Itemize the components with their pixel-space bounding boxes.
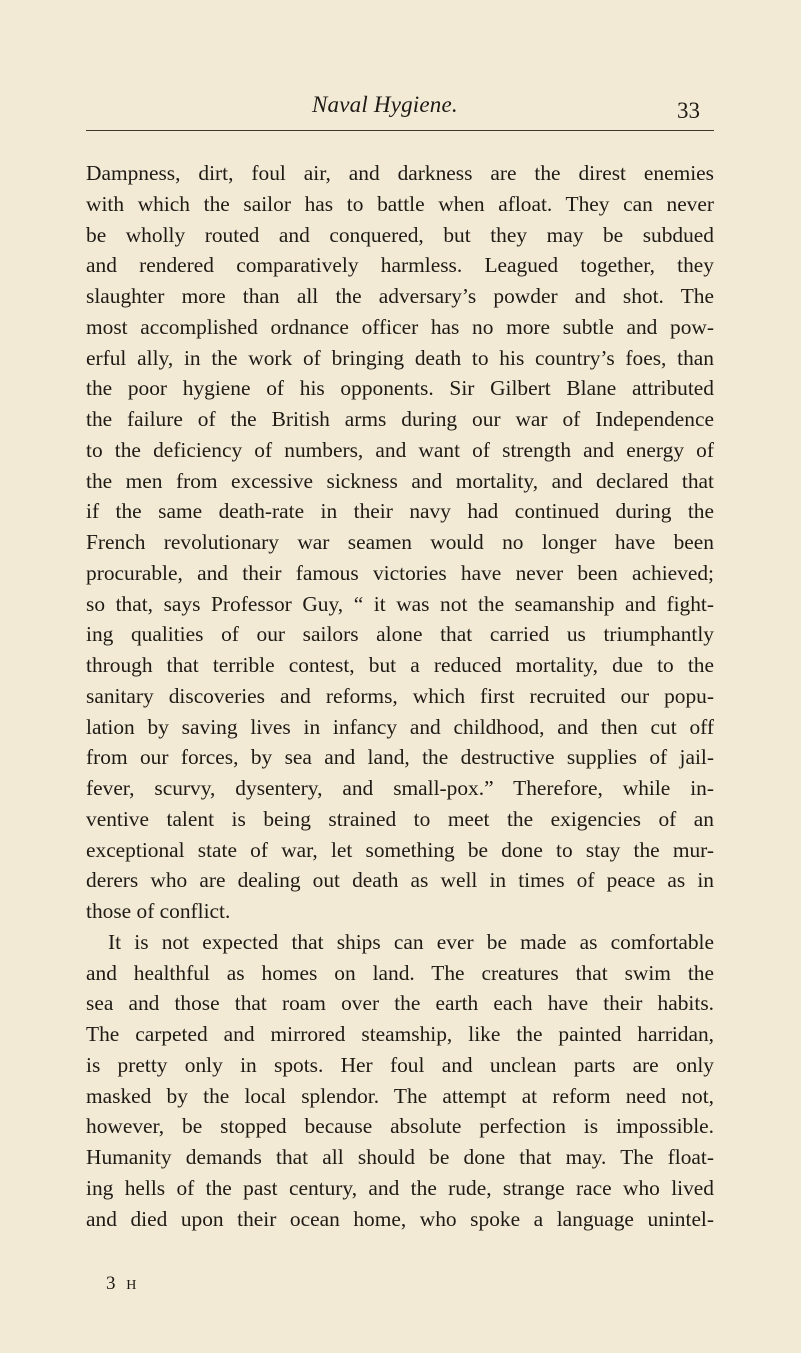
text-line: the men from excessive sickness and mortality, and declared that: [86, 468, 714, 493]
text-line: derers who are dealing out death as well in times of peace as in: [86, 868, 714, 893]
running-title: Naval Hygiene.: [312, 92, 458, 117]
text-line: French revolutionary war seamen would no longer have been: [86, 530, 714, 554]
paragraph-end-line: those of conflict.: [86, 899, 231, 923]
text-line: be wholly routed and conquered, but they may be subdued: [86, 222, 714, 247]
text-line: and rendered comparatively harmless. Leagued together, they: [86, 253, 714, 278]
page-header: [0, 92, 801, 128]
text-line: so that, says Professor Guy, “ it was not the seamanship and fight-: [86, 591, 714, 616]
text-line: through that terrible contest, but a reduced mortality, due to the: [86, 653, 714, 677]
text-line: The carpeted and mirrored steamship, like the painted harridan,: [86, 1022, 714, 1046]
signature-letter: H: [126, 1278, 137, 1293]
text-line: lation by saving lives in infancy and childhood, and then cut off: [86, 714, 714, 739]
text-line: ventive talent is being strained to meet the exigencies of an: [86, 806, 714, 831]
text-line: and healthful as homes on land. The creatures that swim the: [86, 960, 714, 985]
paragraph-start-line: It is not expected that ships can ever be made as comfortable: [108, 929, 714, 954]
text-line: exceptional state of war, let something be done to stay the mur-: [86, 837, 714, 862]
text-line: fever, scurvy, dysentery, and small-pox.” Therefore, while in-: [86, 776, 714, 800]
text-line: ing qualities of our sailors alone that carried us triumphantly: [86, 622, 714, 647]
text-line: procurable, and their famous victories have never been achieved;: [86, 560, 714, 585]
text-line: erful ally, in the work of bringing death to his country’s foes, than: [86, 345, 714, 370]
text-line: most accomplished ordnance officer has no more subtle and pow-: [86, 314, 714, 339]
text-line: sea and those that roam over the earth each have their habits.: [86, 991, 714, 1016]
text-line: Humanity demands that all should be done that may. The float-: [86, 1145, 714, 1169]
text-line: is pretty only in spots. Her foul and unclean parts are only: [86, 1052, 714, 1077]
text-line: Dampness, dirt, foul air, and darkness are the direst enemies: [86, 161, 714, 185]
text-line: ing hells of the past century, and the rude, strange race who lived: [86, 1175, 714, 1200]
text-line: the failure of the British arms during our war of Independence: [86, 407, 714, 431]
text-line: with which the sailor has to battle when afloat. They can never: [86, 191, 714, 216]
text-line: if the same death-rate in their navy had continued during the: [86, 499, 714, 524]
text-line: sanitary discoveries and reforms, which first recruited our popu-: [86, 683, 714, 708]
body-text: [86, 158, 714, 1234]
text-line: however, be stopped because absolute perfection is impossible.: [86, 1114, 714, 1139]
text-line: and died upon their ocean home, who spoke a language unintel-: [86, 1206, 714, 1231]
page-number: 33: [677, 98, 700, 123]
text-line: to the deficiency of numbers, and want of strength and energy of: [86, 437, 714, 462]
text-line: from our forces, by sea and land, the destructive supplies of jail-: [86, 745, 714, 770]
text-line: the poor hygiene of his opponents. Sir Gilbert Blane attributed: [86, 376, 714, 401]
header-rule: [86, 130, 714, 131]
signature-number: 3: [106, 1273, 119, 1294]
text-line: masked by the local splendor. The attempt at reform need not,: [86, 1083, 714, 1108]
signature-mark: [106, 1273, 136, 1295]
text-line: slaughter more than all the adversary’s powder and shot. The: [86, 284, 714, 308]
